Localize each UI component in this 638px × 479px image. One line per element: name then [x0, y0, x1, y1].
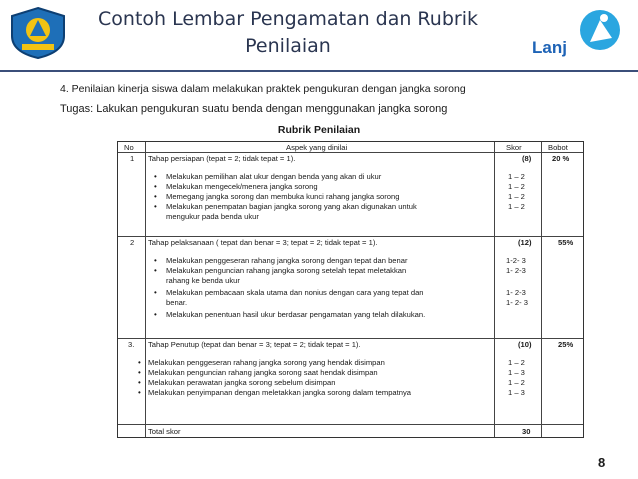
total-label: Total skor — [148, 427, 181, 436]
item-score: 1 – 3 — [508, 368, 525, 377]
question-text: 4. Penilaian kinerja siswa dalam melakukan praktek pengukuran dengan jangka sorong — [60, 83, 466, 95]
row-number: 3. — [128, 340, 135, 349]
item-score: 1 – 2 — [508, 202, 525, 211]
item-text-cont: mengukur pada benda ukur — [166, 212, 259, 221]
lanjutkan-logo — [528, 8, 628, 68]
header-aspek: Aspek yang dinilai — [286, 143, 348, 152]
item-score: 1 – 2 — [508, 192, 525, 201]
bullet-icon: • — [154, 288, 157, 297]
item-text: Melakukan penempatan bagian jangka sorong yang akan digunakan untuk — [166, 202, 417, 211]
bullet-icon: • — [138, 368, 141, 377]
header-skor: Skor — [506, 143, 522, 152]
row-divider — [118, 152, 583, 153]
item-score: 1- 2-3 — [506, 288, 526, 297]
slide-title-line2: Penilaian — [245, 35, 331, 57]
item-score: 1- 2-3 — [506, 266, 526, 275]
bullet-icon: • — [154, 182, 157, 191]
row-score: (8) — [522, 154, 532, 163]
bullet-icon: • — [138, 358, 141, 367]
row-number: 1 — [130, 154, 135, 163]
row-score: (12) — [518, 238, 532, 247]
row-stage: Tahap pelaksanaan ( tepat dan benar = 3; tepat = 2; tidak tepat = 1). — [148, 238, 378, 247]
item-text: Melakukan penggeseran rahang jangka sorong dengan tepat dan benar — [166, 256, 408, 265]
lanjutkan-logo-text: Lanj — [532, 38, 567, 57]
item-text: Memegang jangka sorong dan membuka kunci rahang jangka sorong — [166, 192, 400, 201]
header-divider — [0, 70, 638, 72]
header-no: No — [124, 143, 134, 152]
row-divider — [118, 338, 583, 339]
bullet-icon: • — [138, 388, 141, 397]
item-text: Melakukan penentuan hasil ukur berdasar pengamatan yang telah dilakukan. — [166, 310, 426, 319]
slide-title — [78, 6, 498, 60]
row-divider — [118, 424, 583, 425]
row-score: (10) — [518, 340, 532, 349]
tut-wuri-handayani-logo — [8, 6, 68, 60]
header-bobot: Bobot — [548, 143, 568, 152]
row-stage: Tahap Penutup (tepat dan benar = 3; tepat = 2; tidak tepat = 1). — [148, 340, 361, 349]
item-text: Melakukan penguncian rahang jangka sorong saat hendak disimpan — [148, 368, 378, 377]
page-number: 8 — [598, 455, 606, 470]
bullet-icon: • — [154, 266, 157, 275]
item-text: Melakukan penyimpanan dengan meletakkan jangka sorong dalam tempatnya — [148, 388, 411, 397]
item-text: Melakukan penguncian rahang jangka sorong setelah tepat meletakkan — [166, 266, 407, 275]
row-weight: 20 % — [552, 154, 570, 163]
item-text: Melakukan pemilihan alat ukur dengan benda yang akan di ukur — [166, 172, 382, 181]
bullet-icon: • — [154, 310, 157, 319]
total-score: 30 — [522, 427, 531, 436]
column-divider — [145, 142, 146, 437]
row-number: 2 — [130, 238, 135, 247]
rubric-table — [117, 141, 584, 438]
item-score: 1 – 2 — [508, 358, 525, 367]
item-score: 1 – 2 — [508, 172, 525, 181]
item-score: 1 – 3 — [508, 388, 525, 397]
task-text: Tugas: Lakukan pengukuran suatu benda dengan menggunakan jangka sorong — [60, 103, 448, 115]
bullet-icon: • — [154, 256, 157, 265]
bullet-icon: • — [154, 202, 157, 211]
slide-title-line1: Contoh Lembar Pengamatan dan Rubrik — [98, 8, 478, 30]
bullet-icon: • — [154, 172, 157, 181]
item-score: 1-2- 3 — [506, 256, 526, 265]
column-divider — [494, 142, 495, 437]
row-weight: 55% — [558, 238, 574, 247]
item-score: 1 – 2 — [508, 378, 525, 387]
row-weight: 25% — [558, 340, 574, 349]
item-text: Melakukan perawatan jangka sorong sebelum disimpan — [148, 378, 336, 387]
item-text: Melakukan mengecek/menera jangka sorong — [166, 182, 318, 191]
column-divider — [541, 142, 542, 437]
item-score: 1- 2- 3 — [506, 298, 528, 307]
item-score: 1 – 2 — [508, 182, 525, 191]
item-text: Melakukan penggeseran rahang jangka sorong yang hendak disimpan — [148, 358, 385, 367]
item-text-cont: benar. — [166, 298, 188, 307]
row-stage: Tahap persiapan (tepat = 2; tidak tepat = 1). — [148, 154, 296, 163]
item-text-cont: rahang ke benda ukur — [166, 276, 240, 285]
bullet-icon: • — [154, 192, 157, 201]
rubric-title: Rubrik Penilaian — [277, 124, 361, 136]
row-divider — [118, 236, 583, 237]
bullet-icon: • — [138, 378, 141, 387]
item-text: Melakukan pembacaan skala utama dan nonius dengan cara yang tepat dan — [166, 288, 424, 297]
